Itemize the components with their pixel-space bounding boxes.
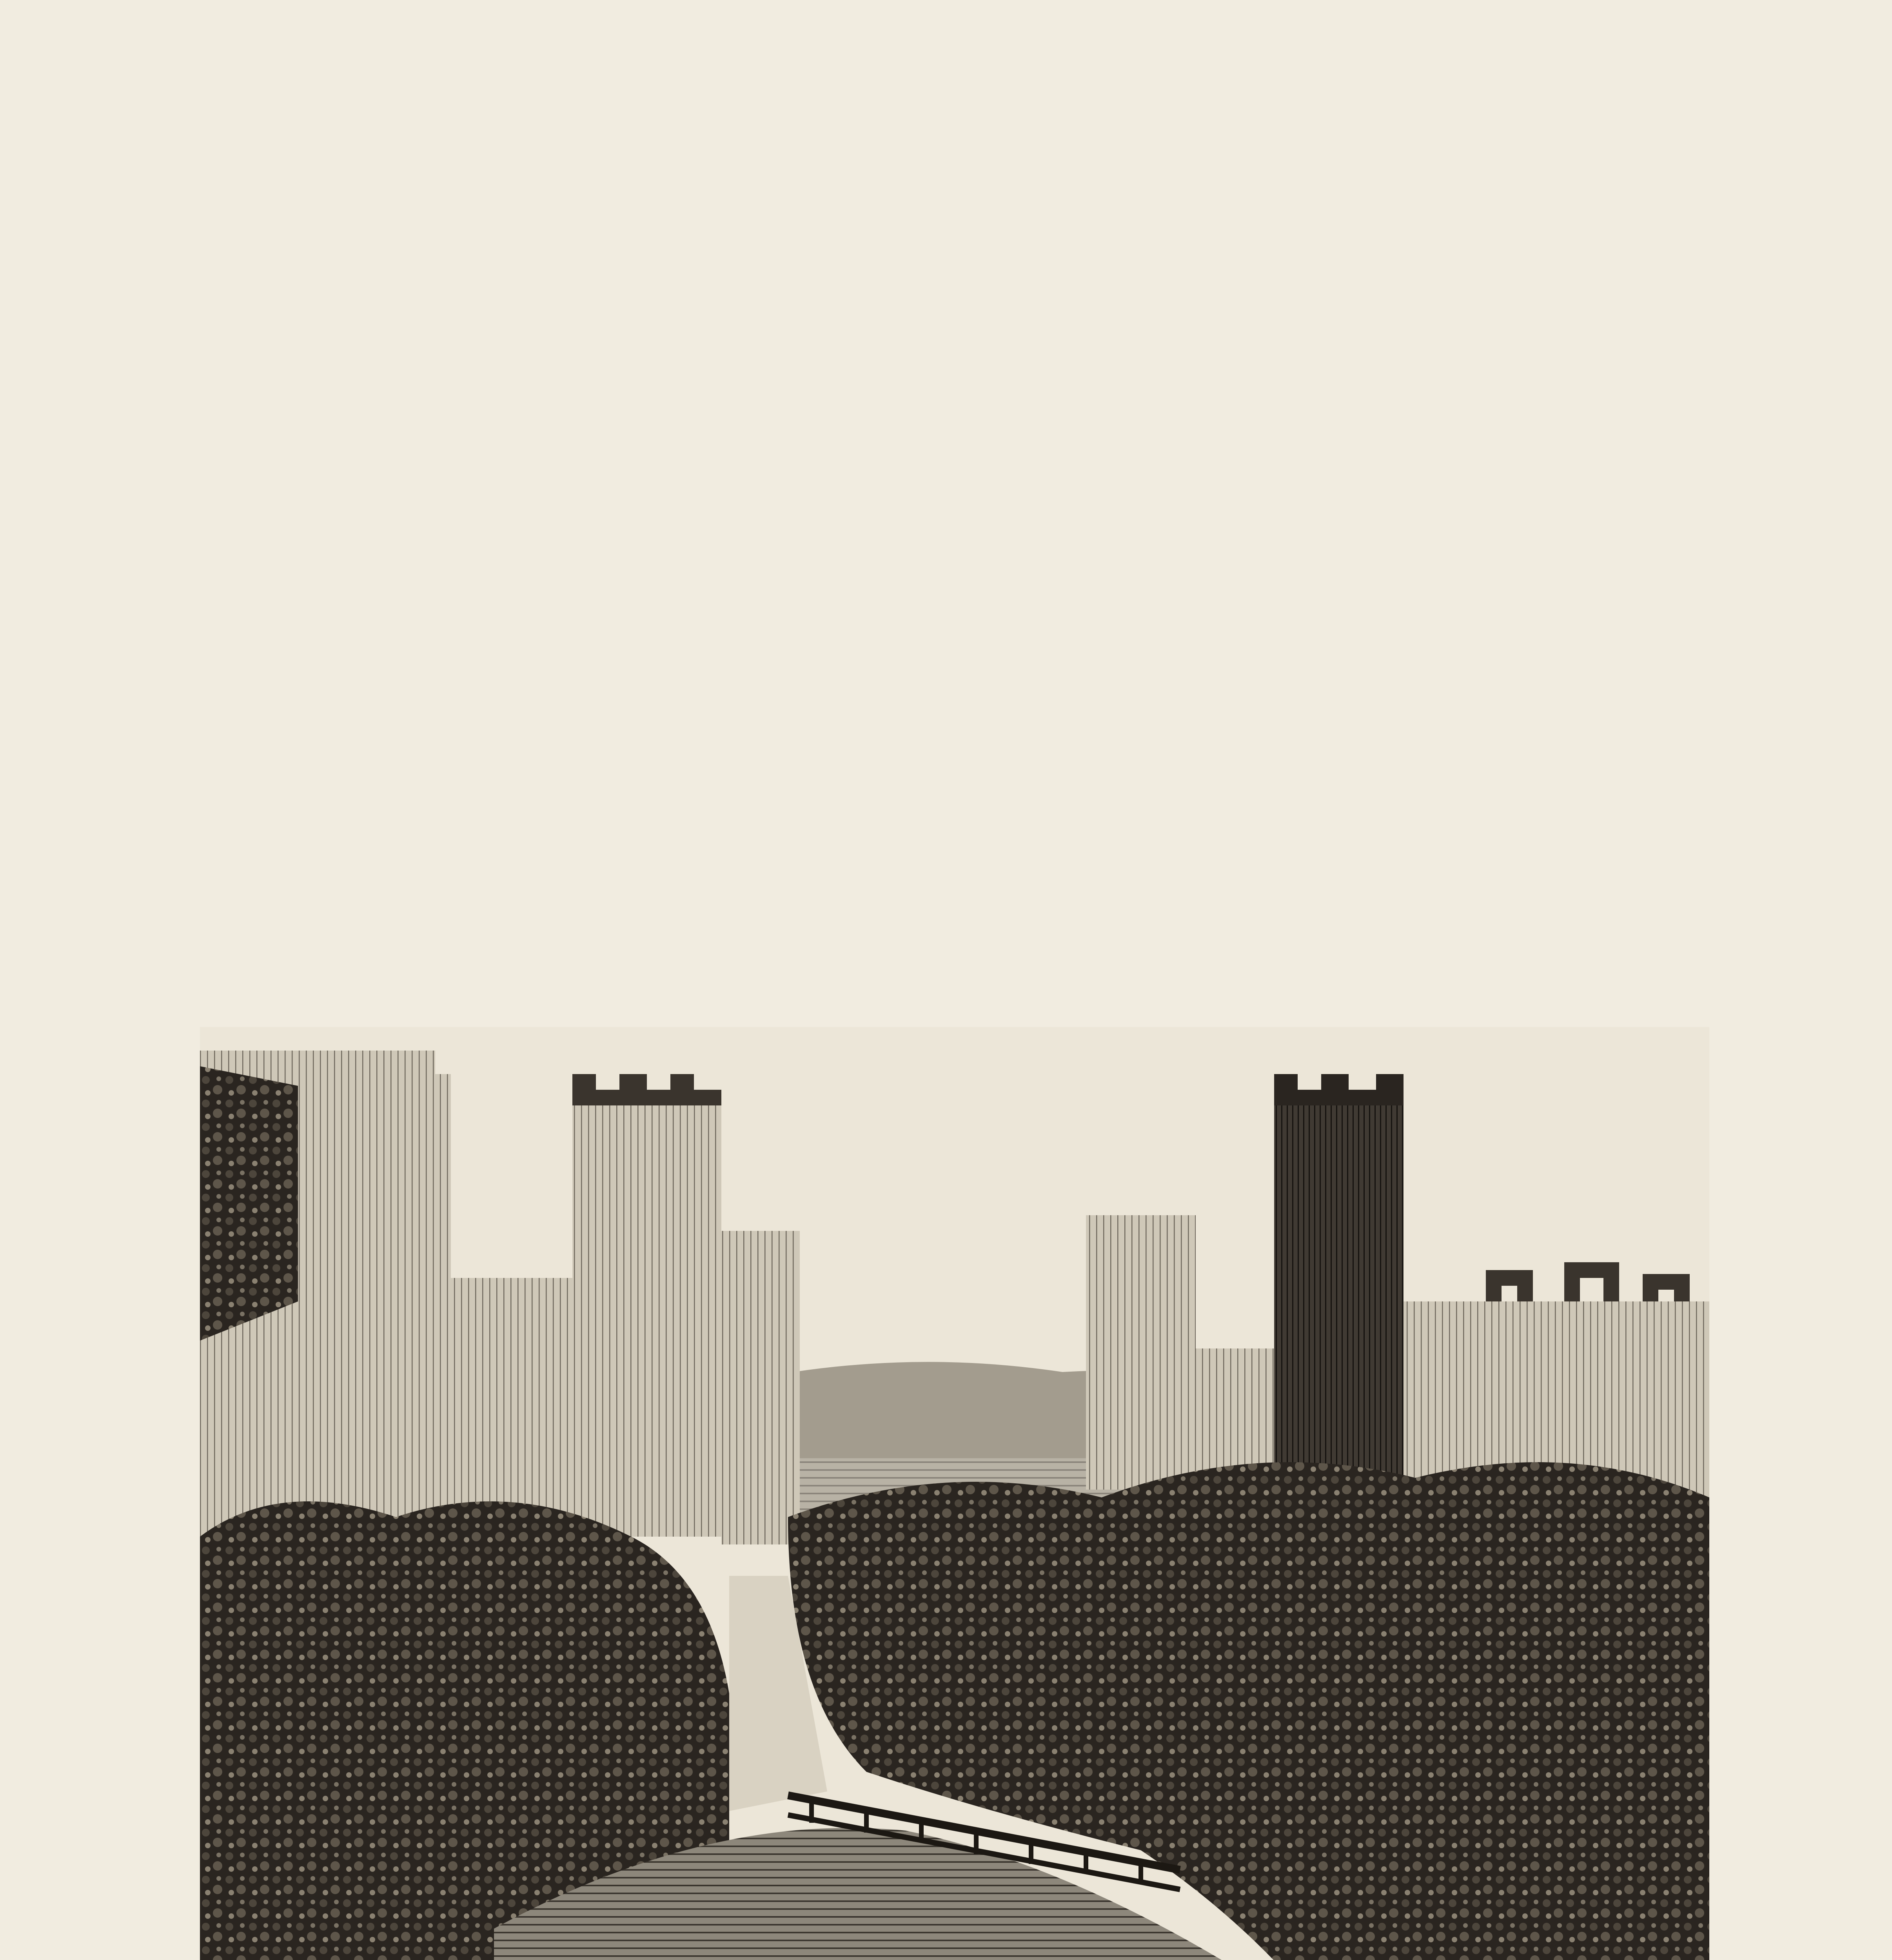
engraving-image [200,1027,1709,1960]
castle-engraving [200,1027,1709,1960]
page-header [0,184,1892,251]
